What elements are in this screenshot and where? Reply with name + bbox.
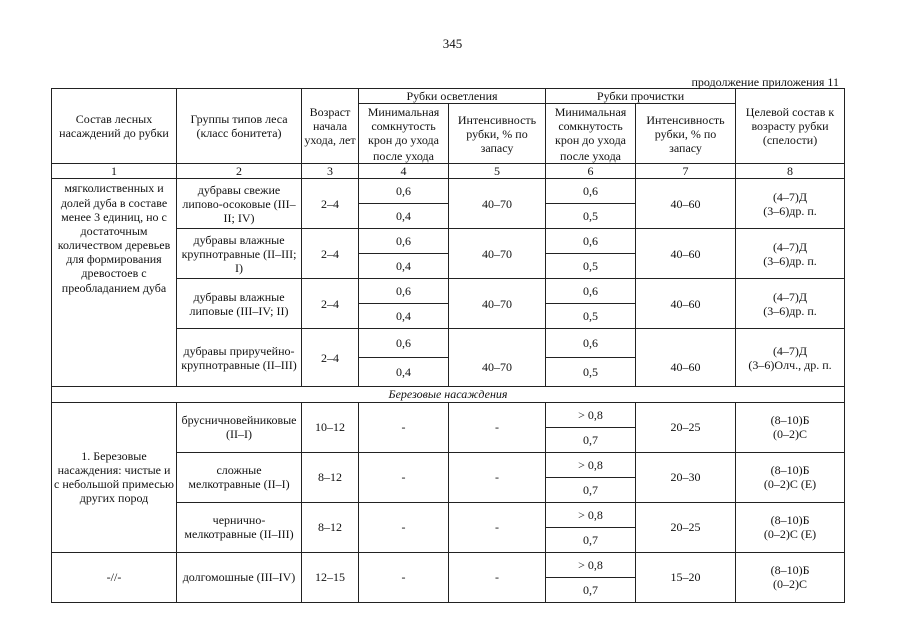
oak-after-density: 0,4	[359, 254, 449, 279]
oak-after-density-2: 0,5	[546, 358, 636, 387]
birch-intensity-2: 20–30	[636, 452, 736, 502]
oak-intensity-2: 40–60	[636, 329, 736, 387]
ditto-intensity-1: -	[449, 552, 546, 602]
birch-start-age: 8–12	[302, 502, 359, 552]
oak-min-density-2: 0,6	[546, 229, 636, 254]
birch-target-composition	[736, 402, 845, 452]
birch-start-age: 8–12	[302, 452, 359, 502]
oak-after-density: 0,4	[359, 304, 449, 329]
col-number: 5	[449, 164, 546, 179]
target-line-2: (3–6)др. п.	[763, 203, 817, 218]
oak-start-age: 2–4	[302, 179, 359, 229]
birch-min-density-1: -	[359, 502, 449, 552]
birch-forest-type: сложные мелкотравные (II–I)	[177, 452, 302, 502]
oak-intensity-2: 40–60	[636, 279, 736, 329]
oak-start-age: 2–4	[302, 229, 359, 279]
ditto-intensity-2: 15–20	[636, 552, 736, 602]
birch-min-density-2: > 0,8	[546, 452, 636, 477]
target-line-2: (0–2)С	[773, 427, 808, 442]
col-number: 8	[736, 164, 845, 179]
oak-composition-cell: мягколиственных и долей дуба в составе менее 3 единиц, но с достаточным количеством деревьев для формирования древостоев с преобладанием дуба	[52, 179, 177, 387]
section-title-birch: Березовые насаждения	[52, 387, 845, 402]
target-line-1: (4–7)Д	[772, 239, 808, 254]
birch-intensity-1: -	[449, 452, 546, 502]
target-line-2: (3–6)др. п.	[763, 253, 817, 268]
oak-after-density: 0,4	[359, 204, 449, 229]
target-line-1: (8–10)Б	[770, 412, 810, 427]
oak-start-age: 2–4	[302, 279, 359, 329]
birch-target-composition	[736, 502, 845, 552]
oak-intensity-1: 40–70	[449, 329, 546, 387]
col-number: 4	[359, 164, 449, 179]
target-line-1: (4–7)Д	[772, 289, 808, 304]
ditto-after-density: 0,7	[546, 577, 636, 602]
target-line-1: (4–7)Д	[772, 189, 808, 204]
header-after-care-2: после ухода	[546, 149, 636, 164]
continuation-note: продолжение приложения 11	[691, 75, 839, 89]
target-line-1: (8–10)Б	[770, 512, 810, 527]
oak-min-density-2: 0,6	[546, 279, 636, 304]
oak-target-composition	[736, 179, 845, 229]
birch-min-density-2: > 0,8	[546, 402, 636, 427]
birch-after-density: 0,7	[546, 427, 636, 452]
ditto-target-composition	[736, 552, 845, 602]
oak-forest-type: дубравы влажные липовые (III–IV; II)	[177, 279, 302, 329]
target-line-1: (4–7)Д	[772, 343, 808, 358]
oak-intensity-2: 40–60	[636, 179, 736, 229]
header-min-density-1: Минимальная сомкнутость крон до ухода	[359, 104, 449, 150]
target-line-2: (0–2)С (Е)	[763, 527, 817, 542]
ditto-forest-type: долгомошные (III–IV)	[177, 552, 302, 602]
ditto-min-density-1: -	[359, 552, 449, 602]
birch-forest-type: чернично-мелкотравные (II–III)	[177, 502, 302, 552]
oak-intensity-1: 40–70	[449, 279, 546, 329]
col-number: 2	[177, 164, 302, 179]
oak-intensity-2: 40–60	[636, 229, 736, 279]
oak-after-density-2: 0,5	[546, 254, 636, 279]
oak-target-composition	[736, 279, 845, 329]
birch-forest-type: брусничновейниковые (II–I)	[177, 402, 302, 452]
birch-after-density: 0,7	[546, 527, 636, 552]
oak-target-composition	[736, 229, 845, 279]
target-line-2: (0–2)С	[773, 577, 808, 592]
oak-min-density: 0,6	[359, 279, 449, 304]
oak-intensity-1: 40–70	[449, 179, 546, 229]
target-line-2: (3–6)др. п.	[763, 303, 817, 318]
target-line-1: (8–10)Б	[770, 562, 810, 577]
header-after-care-1: после ухода	[359, 149, 449, 164]
birch-composition-cell: 1. Березовые насаждения: чистые и с небольшой примесью других пород	[52, 402, 177, 552]
oak-min-density-2: 0,6	[546, 179, 636, 204]
header-thinning-cleaning: Рубки прочистки	[546, 89, 736, 104]
page-number: 345	[442, 36, 463, 51]
col-number: 1	[52, 164, 177, 179]
ditto-min-density-2: > 0,8	[546, 552, 636, 577]
birch-intensity-1: -	[449, 502, 546, 552]
oak-forest-type: дубравы приручейно-крупнотравные (II–III)	[177, 329, 302, 387]
header-target-composition: Целевой состав к возрасту рубки (спелости)	[736, 89, 845, 164]
oak-after-density-2: 0,5	[546, 204, 636, 229]
oak-forest-type: дубравы влажные крупнотравные (II–III; I)	[177, 229, 302, 279]
header-start-age: Возраст начала ухода, лет	[302, 89, 359, 164]
oak-intensity-1: 40–70	[449, 229, 546, 279]
oak-after-density-2: 0,5	[546, 304, 636, 329]
ditto-composition-cell: -//-	[52, 552, 177, 602]
header-intensity-2: Интенсивность рубки, % по запасу	[636, 104, 736, 164]
birch-min-density-1: -	[359, 402, 449, 452]
header-forest-type: Группы типов леса (класс бонитета)	[177, 89, 302, 164]
header-composition: Состав лесных насаждений до рубки	[52, 89, 177, 164]
birch-start-age: 10–12	[302, 402, 359, 452]
birch-min-density-2: > 0,8	[546, 502, 636, 527]
target-line-2: (3–6)Олч., др. п.	[748, 357, 832, 372]
target-line-2: (0–2)С (Е)	[763, 477, 817, 492]
header-intensity-1: Интенсивность рубки, % по запасу	[449, 104, 546, 164]
target-line-1: (8–10)Б	[770, 462, 810, 477]
oak-min-density: 0,6	[359, 179, 449, 204]
birch-intensity-1: -	[449, 402, 546, 452]
oak-target-composition	[736, 329, 845, 387]
forest-care-table	[51, 88, 845, 603]
ditto-start-age: 12–15	[302, 552, 359, 602]
birch-after-density: 0,7	[546, 477, 636, 502]
birch-intensity-2: 20–25	[636, 502, 736, 552]
oak-min-density-2: 0,6	[546, 329, 636, 358]
oak-after-density: 0,4	[359, 358, 449, 387]
col-number: 6	[546, 164, 636, 179]
birch-target-composition	[736, 452, 845, 502]
oak-start-age: 2–4	[302, 329, 359, 387]
header-min-density-2: Минимальная сомкнутость крон до ухода	[546, 104, 636, 150]
oak-min-density: 0,6	[359, 229, 449, 254]
col-number: 7	[636, 164, 736, 179]
col-number: 3	[302, 164, 359, 179]
birch-intensity-2: 20–25	[636, 402, 736, 452]
oak-forest-type: дубравы свежие липово-осоковые (III–II; IV)	[177, 179, 302, 229]
oak-min-density: 0,6	[359, 329, 449, 358]
birch-min-density-1: -	[359, 452, 449, 502]
header-thinning-clearing: Рубки осветления	[359, 89, 546, 104]
